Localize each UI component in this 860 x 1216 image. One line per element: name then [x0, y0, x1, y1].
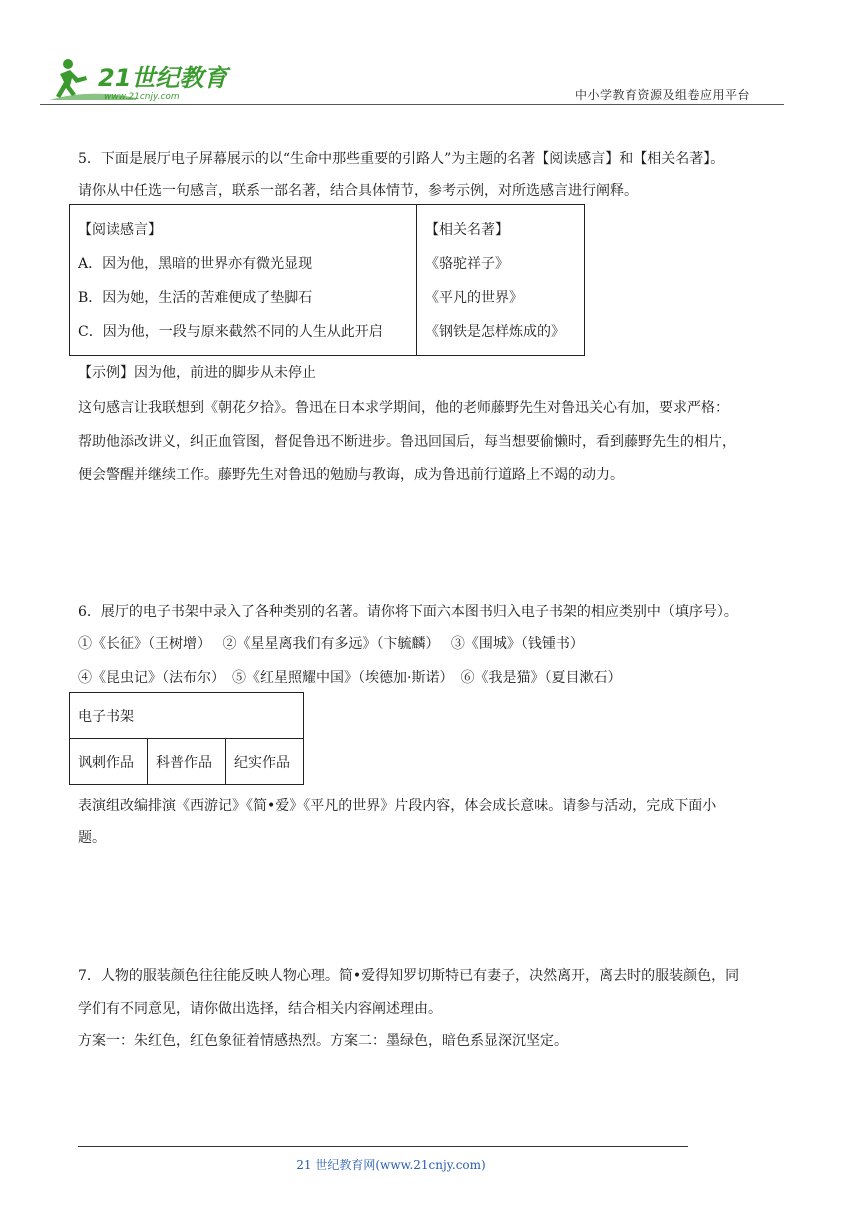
footer-divider [78, 1146, 688, 1147]
logo-text: 21世纪教育 [98, 64, 228, 92]
q5-right-1: 《骆驼祥子》 [425, 256, 509, 272]
category-satire: 讽刺作品 [70, 739, 148, 785]
q7-line-1: 7．人物的服装颜色往往能反映人物心理。简•爱得知罗切斯特已有妻子，决然离开，离去时的服装颜色，同 [78, 968, 740, 984]
q5-left-2: B．因为她，生活的苦难便成了垫脚石 [78, 290, 313, 306]
q5-right-0: 【相关名著】 [425, 222, 509, 238]
q6-after-line-2: 题。 [78, 830, 106, 846]
q6-line-1: 6．展厅的电子书架中录入了各种类别的名著。请你将下面六本图书归入电子书架的相应类别中（填序号）。 [78, 604, 738, 620]
q5-example-line-1: 这句感言让我联想到《朝花夕拾》。鲁迅在日本求学期间，他的老师藤野先生对鲁迅关心有加，要求严格： [78, 400, 729, 416]
q5-left-1: A．因为他，黑暗的世界亦有微光显现 [78, 256, 313, 272]
q5-line-1: 5．下面是展厅电子屏幕展示的以“生命中那些重要的引路人”为主题的名著【阅读感言】和【相关名著】。 [78, 151, 725, 167]
bookshelf-title: 电子书架 [70, 693, 304, 739]
bookshelf-table [69, 692, 304, 785]
q5-line-2: 请你从中任选一句感言，联系一部名著，结合具体情节，参考示例，对所选感言进行阐释。 [78, 183, 638, 199]
q5-table-left-cell [70, 205, 417, 356]
header-divider [40, 104, 784, 105]
q6-line-3: ④《昆虫记》（法布尔） ⑤《红星照耀中国》（埃德加·斯诺） ⑥《我是猫》（夏目漱石） [78, 670, 622, 686]
category-documentary: 纪实作品 [226, 739, 304, 785]
q5-example-title: 【示例】因为他，前进的脚步从未停止 [78, 365, 316, 381]
q5-left-3: C．因为他，一段与原来截然不同的人生从此开启 [78, 324, 383, 340]
category-popular-science: 科普作品 [148, 739, 226, 785]
page-footer [0, 1156, 860, 1173]
q5-right-2: 《平凡的世界》 [425, 290, 523, 306]
logo-url: www.21cnjy.com [104, 92, 180, 102]
q6-after-line-1: 表演组改编排演《西游记》《简•爱》《平凡的世界》片段内容，体会成长意味。请参与活动，完成下面小 [78, 798, 717, 814]
q5-table [69, 204, 585, 356]
q7-line-2: 学们有不同意见，请你做出选择，结合相关内容阐述理由。 [78, 1001, 442, 1017]
page-header [40, 52, 784, 108]
q5-right-3: 《钢铁是怎样炼成的》 [425, 324, 565, 340]
q5-example-line-2: 帮助他添改讲义，纠正血管图，督促鲁迅不断进步。鲁迅回国后，每当想要偷懒时，看到藤野先生的相片， [78, 434, 736, 450]
platform-name: 中小学教育资源及组卷应用平台 [574, 88, 750, 102]
logo [46, 56, 236, 102]
q6-line-2: ①《长征》（王树增） ②《星星离我们有多远》（卞毓麟） ③《围城》（钱锺书） [78, 636, 584, 652]
q5-table-right-cell [417, 205, 585, 356]
q5-example-line-3: 便会警醒并继续工作。藤野先生对鲁迅的勉励与教诲，成为鲁迅前行道路上不竭的动力。 [78, 467, 624, 483]
q7-line-3: 方案一：朱红色，红色象征着情感热烈。方案二：墨绿色，暗色系显深沉坚定。 [78, 1033, 568, 1049]
footer-text: 21 世纪教育网(www.21cnjy.com) [296, 1158, 486, 1172]
q5-left-0: 【阅读感言】 [78, 222, 162, 238]
